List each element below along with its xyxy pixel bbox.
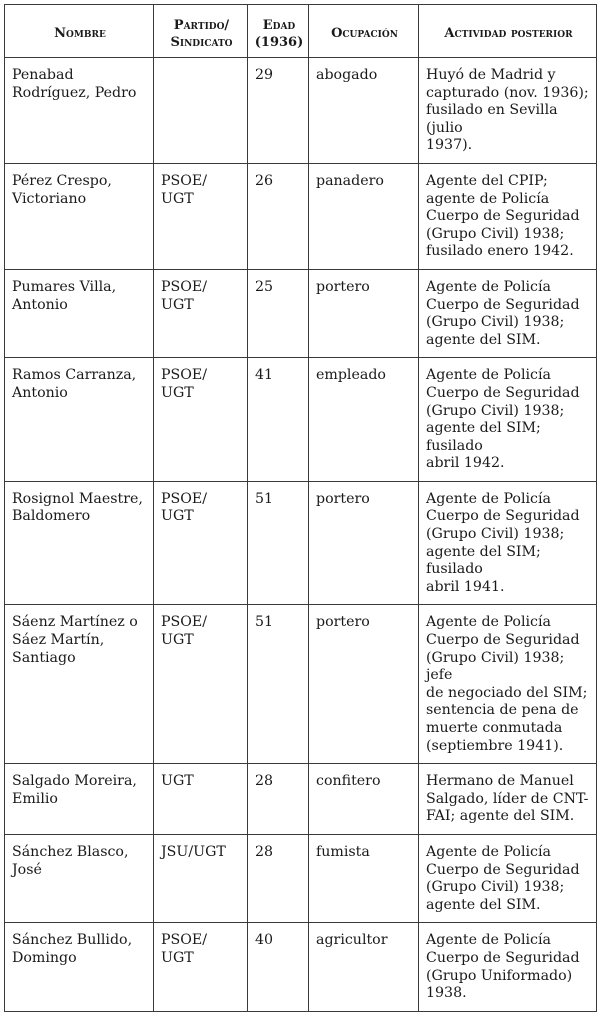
actividad-cell: Agente de Policía Cuerpo de Seguridad (Grupo Civil) 1938; agente del SIM; fusilado abril 1942.	[419, 358, 597, 482]
edad-cell: 51	[248, 481, 309, 605]
partido-cell: PSOE/ UGT	[154, 163, 248, 269]
header-partido-sindicato: Partido/ Sindicato	[154, 5, 248, 58]
header-ocupacion: Ocupación	[309, 5, 419, 58]
table-row	[5, 834, 597, 922]
table-row	[5, 163, 597, 269]
nombre-cell: Rosignol Maestre, Baldomero	[5, 481, 154, 605]
edad-cell: 28	[248, 764, 309, 835]
partido-cell: PSOE/ UGT	[154, 605, 248, 764]
edad-cell: 40	[248, 923, 309, 1011]
header-actividad-posterior: Actividad posterior	[419, 5, 597, 58]
actividad-cell: Agente de Policía Cuerpo de Seguridad (Grupo Civil) 1938; agente del SIM.	[419, 834, 597, 922]
actividad-cell: Huyó de Madrid y capturado (nov. 1936); fusilado en Sevilla (julio 1937).	[419, 58, 597, 164]
ocupacion-cell: portero	[309, 481, 419, 605]
partido-cell: PSOE/ UGT	[154, 481, 248, 605]
nombre-cell: Sánchez Bullido, Domingo	[5, 923, 154, 1011]
edad-cell: 41	[248, 358, 309, 482]
partido-cell: PSOE/ UGT	[154, 923, 248, 1011]
ocupacion-cell: confitero	[309, 764, 419, 835]
nombre-cell: Pumares Villa, Antonio	[5, 269, 154, 357]
actividad-cell: Hermano de Manuel Salgado, líder de CNT- FAI; agente del SIM.	[419, 764, 597, 835]
actividad-cell: Agente de Policía Cuerpo de Seguridad (Grupo Civil) 1938; agente del SIM; fusilado abril 1941.	[419, 481, 597, 605]
ocupacion-cell: portero	[309, 269, 419, 357]
ocupacion-cell: abogado	[309, 58, 419, 164]
partido-cell	[154, 58, 248, 164]
edad-cell: 29	[248, 58, 309, 164]
partido-cell: UGT	[154, 764, 248, 835]
edad-cell: 26	[248, 163, 309, 269]
actividad-cell: Agente de Policía Cuerpo de Seguridad (Grupo Uniformado) 1938.	[419, 923, 597, 1011]
table-row	[5, 58, 597, 164]
ocupacion-cell: portero	[309, 605, 419, 764]
partido-cell: PSOE/ UGT	[154, 269, 248, 357]
edad-cell: 51	[248, 605, 309, 764]
partido-cell: JSU/UGT	[154, 834, 248, 922]
actividad-cell: Agente del CPIP; agente de Policía Cuerpo de Seguridad (Grupo Civil) 1938; fusilado enero 1942.	[419, 163, 597, 269]
table-header-row	[5, 5, 597, 58]
ocupacion-cell: panadero	[309, 163, 419, 269]
actividad-cell: Agente de Policía Cuerpo de Seguridad (Grupo Civil) 1938; jefe de negociado del SIM; sentencia de pena de muerte conmutada (septiembre 1941).	[419, 605, 597, 764]
table-row	[5, 358, 597, 482]
nombre-cell: Ramos Carranza, Antonio	[5, 358, 154, 482]
table-row	[5, 605, 597, 764]
ocupacion-cell: agricultor	[309, 923, 419, 1011]
ocupacion-cell: fumista	[309, 834, 419, 922]
header-edad: Edad (1936)	[248, 5, 309, 58]
nombre-cell: Sánchez Blasco, José	[5, 834, 154, 922]
partido-cell: PSOE/ UGT	[154, 358, 248, 482]
table-row	[5, 923, 597, 1011]
edad-cell: 28	[248, 834, 309, 922]
actividad-cell: Agente de Policía Cuerpo de Seguridad (Grupo Civil) 1938; agente del SIM.	[419, 269, 597, 357]
nombre-cell: Salgado Moreira, Emilio	[5, 764, 154, 835]
header-nombre: Nombre	[5, 5, 154, 58]
nombre-cell: Pérez Crespo, Victoriano	[5, 163, 154, 269]
table-row	[5, 764, 597, 835]
personnel-table	[4, 4, 597, 1012]
ocupacion-cell: empleado	[309, 358, 419, 482]
table-row	[5, 269, 597, 357]
table-row	[5, 481, 597, 605]
nombre-cell: Penabad Rodríguez, Pedro	[5, 58, 154, 164]
edad-cell: 25	[248, 269, 309, 357]
nombre-cell: Sáenz Martínez o Sáez Martín, Santiago	[5, 605, 154, 764]
